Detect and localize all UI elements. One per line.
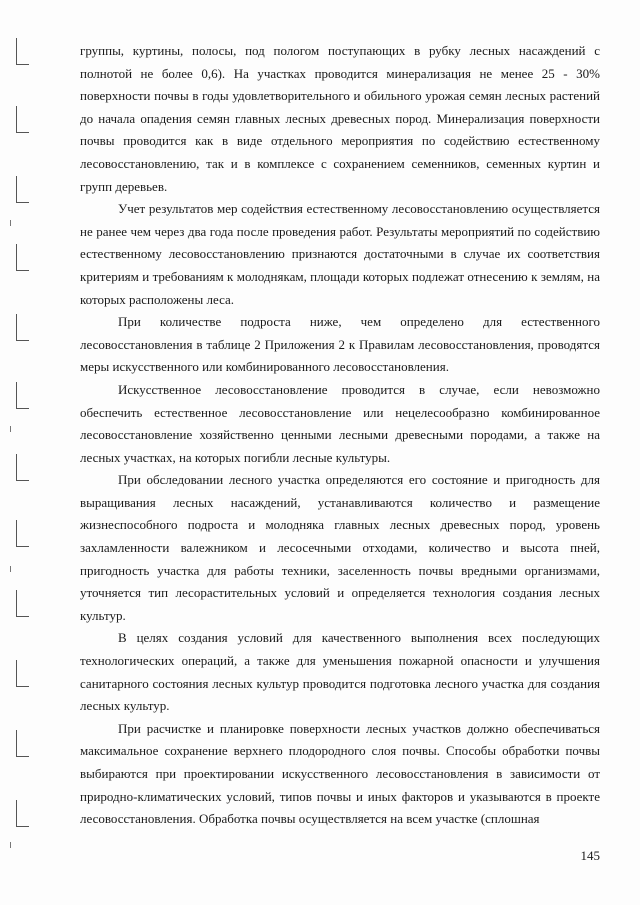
binding-mark: [16, 520, 29, 547]
binding-tick: [10, 426, 11, 432]
binding-margin-marks: [6, 30, 36, 880]
paragraph: Искусственное лесовосстановление проводится в случае, если невозможно обеспечить естественное лесовосстановление или нецелесообразно комбинированное лесовосстановление хозяйственно ценными лесными древесными породами, а также на лесных участках, на которых погибли лесные культуры.: [80, 381, 600, 465]
binding-mark: [16, 106, 29, 133]
binding-tick: [10, 566, 11, 572]
binding-mark: [16, 590, 29, 617]
binding-mark: [16, 314, 29, 341]
paragraph: При обследовании лесного участка определяются его состояние и пригодность для выращивания лесных насаждений, устанавливаются количество и размещение жизнеспособного подроста и молодняка главных лесных древесных пород, уровень захламленности валежником и лесосечными отходами, количество и высота пней, пригодность участка для работы техники, заселенность почвы вредными организмами, уточняется тип лесорастительных условий и определяется технология создания лесных культур.: [80, 472, 600, 623]
paragraph: В целях создания условий для качественного выполнения всех последующих технологических операций, а также для уменьшения пожарной опасности и улучшения санитарного состояния лесных культур проводится подготовка лесного участка для создания лесных культур.: [80, 630, 600, 714]
document-body: [80, 40, 600, 831]
binding-tick: [10, 842, 11, 848]
page-number: 145: [580, 848, 600, 863]
binding-mark: [16, 38, 29, 65]
binding-mark: [16, 730, 29, 757]
paragraph: При расчистке и планировке поверхности лесных участков должно обеспечиваться максимальное сохранение верхнего плодородного слоя почвы. Способы обработки почвы выбираются при проектировании искусственного лесовосстановления в зависимости от природно-климатических условий, типов почвы и иных факторов и указываются в проекте лесовосстановления. Обработка почвы осуществляется на всем участке (сплошная: [80, 720, 600, 827]
binding-mark: [16, 454, 29, 481]
binding-tick: [10, 220, 11, 226]
binding-mark: [16, 244, 29, 271]
binding-mark: [16, 176, 29, 203]
binding-mark: [16, 800, 29, 827]
paragraph: При количестве подроста ниже, чем определено для естественного лесовосстановления в таблице 2 Приложения 2 к Правилам лесовосстановления, проводятся меры искусственного или комбинированного лесовосстановления.: [80, 314, 600, 375]
binding-mark: [16, 382, 29, 409]
binding-mark: [16, 660, 29, 687]
paragraph: группы, куртины, полосы, под пологом поступающих в рубку лесных насаждений с полнотой не более 0,6). На участках проводится минерализация не менее 25 - 30% поверхности почвы в годы удовлетворительного и обильного урожая семян лесных растений до начала опадения семян главных лесных древесных пород. Минерализация поверхности почвы проводится как в виде отдельного мероприятия по содействию естественному лесовосстановлению, так и в комплексе с сохранением семенников, семенных куртин и групп деревьев.: [80, 43, 600, 194]
paragraph: Учет результатов мер содействия естественному лесовосстановлению осуществляется не ранее чем через два года после проведения работ. Результаты мероприятий по содействию естественному лесовосстановлению признаются достаточными в случае их соответствия критериям и требованиям к молоднякам, площади которых подлежат отнесению к землям, на которых расположены леса.: [80, 201, 600, 307]
